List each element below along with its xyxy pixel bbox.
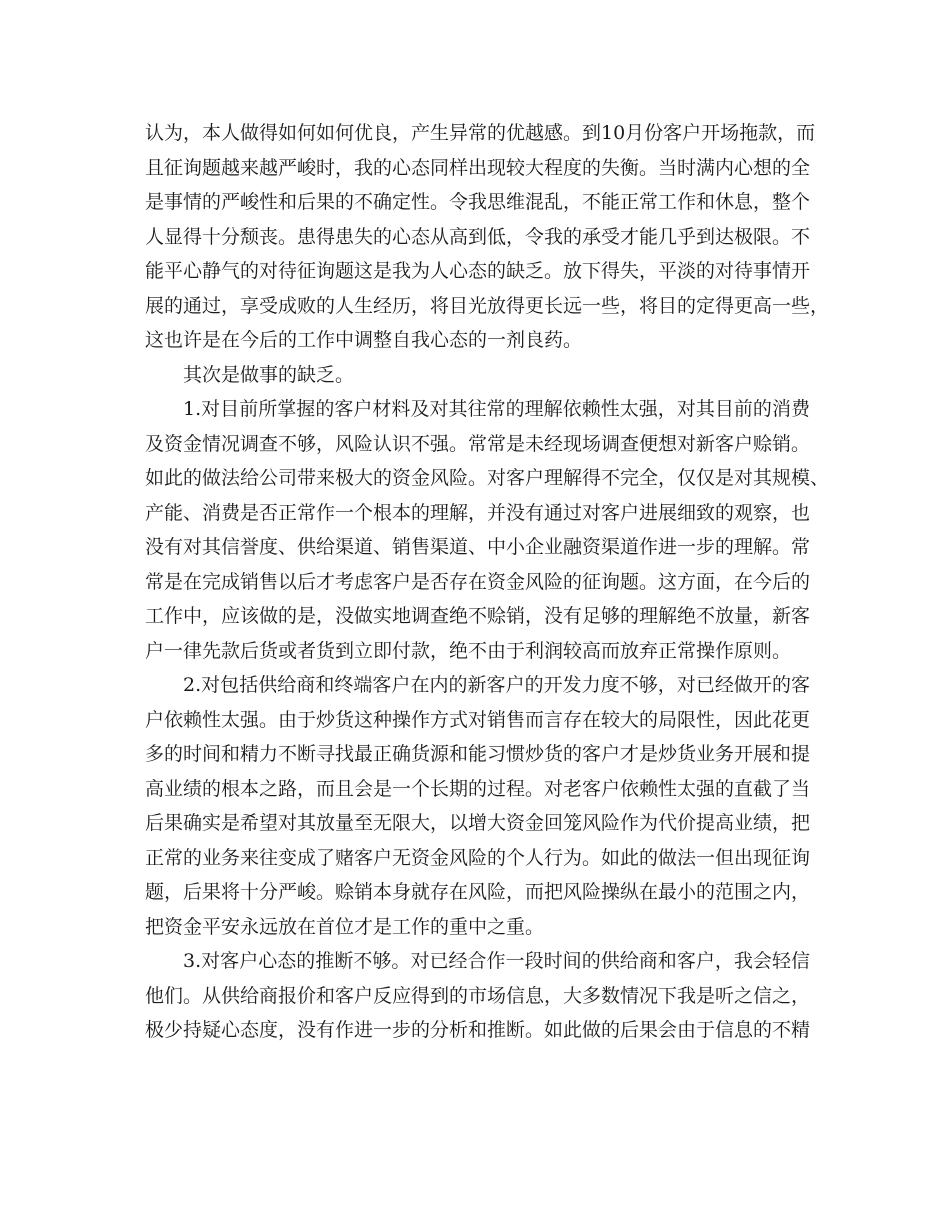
text-line: 能平心静气的对待征询题这是我为人心态的缺乏。放下得失，平淡的对待事情开 bbox=[145, 260, 811, 282]
text-line: 常是在完成销售以后才考虑客户是否存在资金风险的征询题。这方面，在今后的 bbox=[145, 570, 811, 593]
text-line: 认为，本人做得如何如何优良，产生异常的优越感。到10月份客户开场拖款，而 bbox=[145, 122, 816, 144]
document-body bbox=[145, 116, 830, 1048]
text-line: 其次是做事的缺乏。 bbox=[183, 363, 355, 386]
text-line: 户依赖性太强。由于炒货这种操作方式对销售而言存在较大的局限性，因此花更 bbox=[145, 708, 811, 731]
text-line: 高业绩的根本之路，而且会是一个长期的过程。对老客户依赖性太强的直截了当 bbox=[145, 777, 811, 800]
text-line: 后果确实是希望对其放量至无限大，以增大资金回笼风险作为代价提高业绩，把 bbox=[145, 812, 811, 834]
text-line: 多的时间和精力不断寻找最正确货源和能习惯炒货的客户才是炒货业务开展和提 bbox=[145, 743, 811, 765]
text-line: 如此的做法给公司带来极大的资金风险。对客户理解得不完全，仅仅是对其规模、 bbox=[145, 467, 830, 489]
text-line: 且征询题越来越严峻时，我的心态同样出现较大程度的失衡。当时满内心想的全 bbox=[145, 156, 811, 179]
text-line: 正常的业务来往变成了赌客户无资金风险的个人行为。如此的做法一但出现征询 bbox=[145, 846, 811, 869]
text-line: 他们。从供给商报价和客户反应得到的市场信息，大多数情况下我是听之信之， bbox=[145, 984, 811, 1007]
text-line: 1.对目前所掌握的客户材料及对其往常的理解依赖性太强，对其目前的消费 bbox=[183, 398, 810, 420]
text-line: 产能、消费是否正常作一个根本的理解，并没有通过对客户进展细致的观察，也 bbox=[145, 501, 811, 524]
text-line: 2.对包括供给商和终端客户在内的新客户的开发力度不够，对已经做开的客 bbox=[183, 674, 810, 696]
text-line: 把资金平安永远放在首位才是工作的重中之重。 bbox=[145, 915, 545, 938]
text-line: 没有对其信誉度、供给渠道、销售渠道、中小企业融资渠道作进一步的理解。常 bbox=[145, 536, 811, 558]
text-line: 工作中，应该做的是，没做实地调查绝不赊销，没有足够的理解绝不放量，新客 bbox=[145, 605, 811, 627]
text-line: 极少持疑心态度，没有作进一步的分析和推断。如此做的后果会由于信息的不精 bbox=[145, 1019, 811, 1041]
text-line: 展的通过，享受成败的人生经历，将目光放得更长远一些，将目的定得更高一些， bbox=[145, 294, 830, 317]
text-line: 是事情的严峻性和后果的不确定性。令我思维混乱，不能正常工作和休息，整个 bbox=[145, 191, 811, 213]
text-line: 3.对客户心态的推断不够。对已经合作一段时间的供给商和客户，我会轻信 bbox=[183, 950, 810, 972]
text-line: 这也许是在今后的工作中调整自我心态的一剂良药。 bbox=[145, 329, 583, 351]
text-line: 户一律先款后货或者货到立即付款，绝不由于利润较高而放弃正常操作原则。 bbox=[145, 639, 792, 662]
text-line: 人显得十分颓丧。患得患失的心态从高到低，令我的承受才能几乎到达极限。不 bbox=[145, 225, 811, 248]
text-line: 题，后果将十分严峻。赊销本身就存在风险，而把风险操纵在最小的范围之内， bbox=[145, 881, 811, 903]
text-line: 及资金情况调查不够，风险认识不强。常常是未经现场调查便想对新客户赊销。 bbox=[145, 432, 811, 455]
